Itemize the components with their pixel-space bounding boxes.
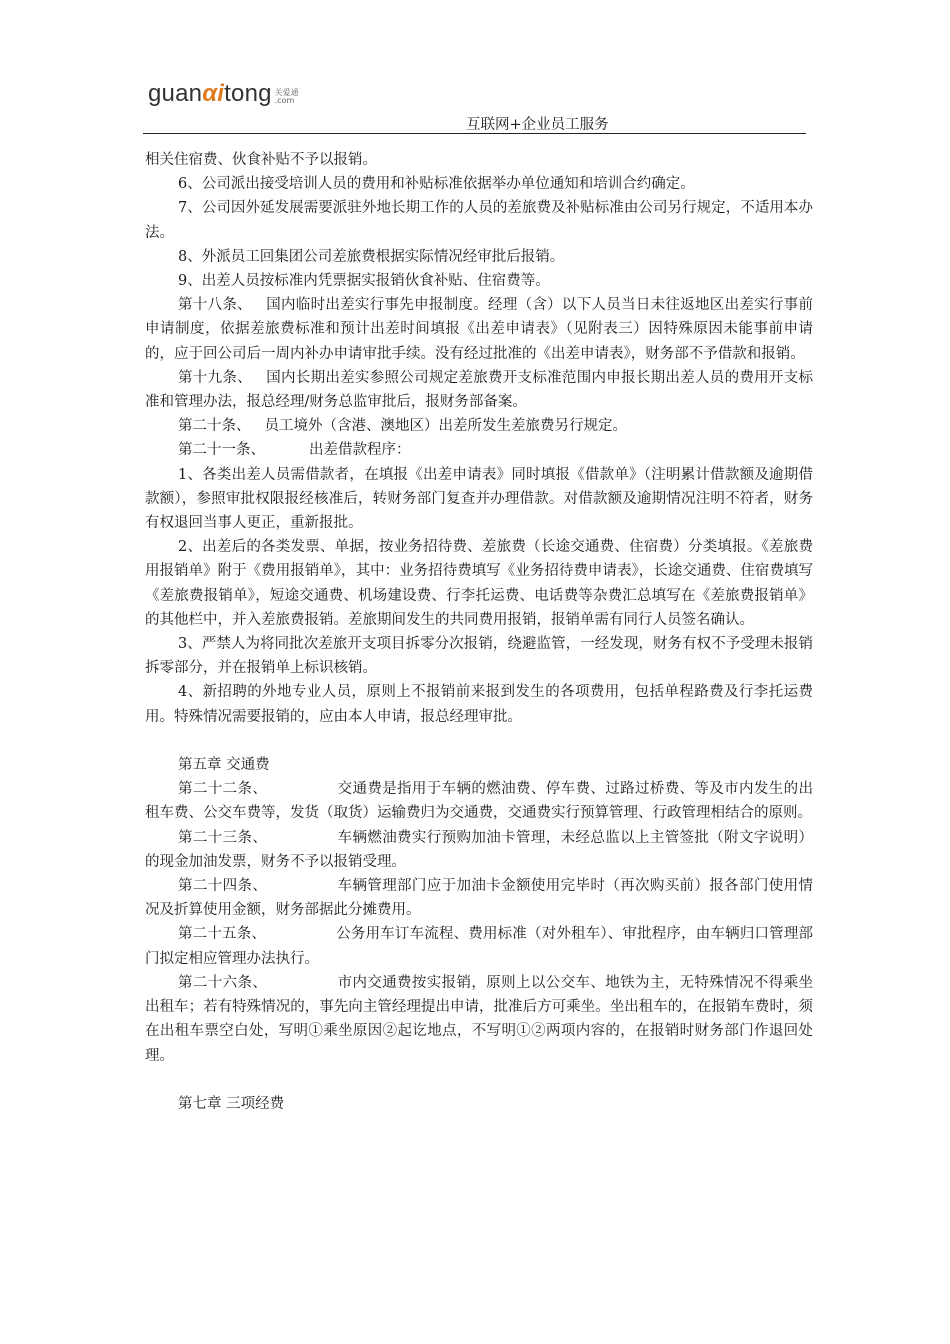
paragraph-text: 8、外派员工回集团公司差旅费根据实际情况经审批后报销。: [178, 248, 565, 265]
paragraph-text: 3、严禁人为将同批次差旅开支项目拆零分次报销，绕避监管，一经发现，财务有权不予受理未报销拆零部分，并在报销单上标识核销。: [145, 636, 813, 677]
paragraph-text: 9、出差人员按标准内凭票据实报销伙食补贴、住宿费等。: [178, 273, 550, 290]
article-paragraph: [145, 293, 813, 366]
article-number: 第二十一条、: [178, 442, 265, 459]
blank-line: [145, 729, 813, 753]
paragraph: [145, 753, 813, 777]
paragraph-text: 员工境外（含港、澳地区）出差所发生差旅费另行规定。: [264, 418, 627, 435]
paragraph: [145, 632, 813, 680]
company-logo: [148, 82, 299, 106]
paragraph-text: 交通费是指用于车辆的燃油费、停车费、过路过桥费、等及市内发生的出租车费、公交车费等，发货（取货）运输费归为交通费，交通费实行预算管理、行政管理相结合的原则。: [145, 781, 814, 822]
article-number: 第二十四条、: [178, 878, 268, 895]
article-number: 第二十条、: [178, 418, 251, 435]
paragraph-text: 车辆燃油费实行预购加油卡管理，未经总监以上主管签批（附文字说明）的现金加油发票，财务不予以报销受理。: [145, 829, 814, 870]
article-paragraph: [145, 922, 813, 970]
article-number: 第二十二条、: [178, 781, 268, 798]
article-number: 第十八条、: [178, 297, 252, 314]
header-tagline: 互联网+企业员工服务: [466, 117, 609, 133]
paragraph-text: 出差借款程序：: [309, 442, 411, 459]
paragraph-text: 第五章 交通费: [178, 757, 270, 774]
logo-wordmark: guanαitong: [148, 80, 272, 107]
article-paragraph: [145, 777, 813, 825]
paragraph-text: 车辆管理部门应于加油卡金额使用完毕时（再次购买前）报各部门使用情况及折算使用金额，财务部据此分摊费用。: [145, 878, 814, 919]
paragraph-text: 6、公司派出接受培训人员的费用和补贴标准依据举办单位通知和培训合约确定。: [178, 176, 695, 193]
header-divider: [143, 133, 806, 134]
paragraph-text: 国内长期出差实参照公司规定差旅费开支标准范围内申报长期出差人员的费用开支标准和管理办法，报总经理/财务总监审批后，报财务部备案。: [145, 369, 814, 411]
paragraph-text: 7、公司因外延发展需要派驻外地长期工作的人员的差旅费及补贴标准由公司另行规定，不适用本办法。: [145, 200, 813, 241]
paragraph: [145, 1092, 813, 1116]
article-paragraph: [145, 366, 813, 414]
paragraph-text: 1、各类出差人员需借款者，在填报《出差申请表》同时填报《借款单》（注明累计借款额及逾期借款额），参照审批权限报经核准后，转财务部门复查并办理借款。对借款额及逾期情况注明不符者，财务有权退回当事人更正，重新报批。: [145, 466, 813, 532]
article-number: 第二十五条、: [178, 926, 267, 943]
document-body: [145, 148, 813, 1116]
article-paragraph: [145, 414, 813, 438]
logo-subtext: 关爱通 .com: [274, 88, 299, 105]
blank-line: [145, 1068, 813, 1092]
paragraph-text: 国内临时出差实行事先申报制度。经理（含）以下人员当日未往返地区出差实行事前申请制度，依据差旅费标准和预计出差时间填报《出差申请表》（见附表三）因特殊原因未能事前申请的，应于回公司后一周内补办申请审批手续。没有经过批准的《出差申请表》，财务部不予借款和报销。: [145, 297, 814, 362]
paragraph-text: 4、新招聘的外地专业人员，原则上不报销前来报到发生的各项费用，包括单程路费及行李托运费用。特殊情况需要报销的，应由本人申请，报总经理审批。: [145, 684, 813, 725]
paragraph: [145, 463, 813, 536]
paragraph-text: 公务用车订车流程、费用标准（对外租车）、审批程序，由车辆归口管理部门拟定相应管理办法执行。: [145, 926, 814, 967]
paragraph: [145, 148, 813, 172]
paragraph-text: 市内交通费按实报销，原则上以公交车、地铁为主，无特殊情况不得乘坐出租车；若有特殊情况的，事先向主管经理提出申请，批准后方可乘坐。坐出租车的，在报销车费时，须在出租车票空白处，写明①乘坐原因②起讫地点，不写明①②两项内容的，在报销时财务部门作退回处理。: [145, 974, 814, 1064]
paragraph: [145, 680, 813, 728]
article-paragraph: [145, 826, 813, 874]
article-number: 第二十三条、: [178, 829, 268, 846]
paragraph: [145, 172, 813, 196]
paragraph: [145, 269, 813, 293]
paragraph: [145, 535, 813, 632]
paragraph-text: 第七章 三项经费: [178, 1095, 285, 1112]
paragraph: [145, 196, 813, 244]
paragraph-text: 2、出差后的各类发票、单据，按业务招待费、差旅费（长途交通费、住宿费）分类填报。《差旅费用报销单》附于《费用报销单》，其中：业务招待费填写《业务招待费申请表》，长途交通费、住宿费填写《差旅费报销单》，短途交通费、机场建设费、行李托运费、电话费等杂费汇总填写在《差旅费报销单》的其他栏中，并入差旅费报销。差旅期间发生的共同费用报销，报销单需有同行人员签名确认。: [145, 539, 813, 628]
article-paragraph: [145, 971, 813, 1068]
article-paragraph: [145, 438, 813, 462]
article-number: 第十九条、: [178, 369, 252, 386]
paragraph: [145, 245, 813, 269]
article-number: 第二十六条、: [178, 974, 268, 991]
article-paragraph: [145, 874, 813, 922]
paragraph-text: 相关住宿费、伙食补贴不予以报销。: [145, 152, 377, 168]
